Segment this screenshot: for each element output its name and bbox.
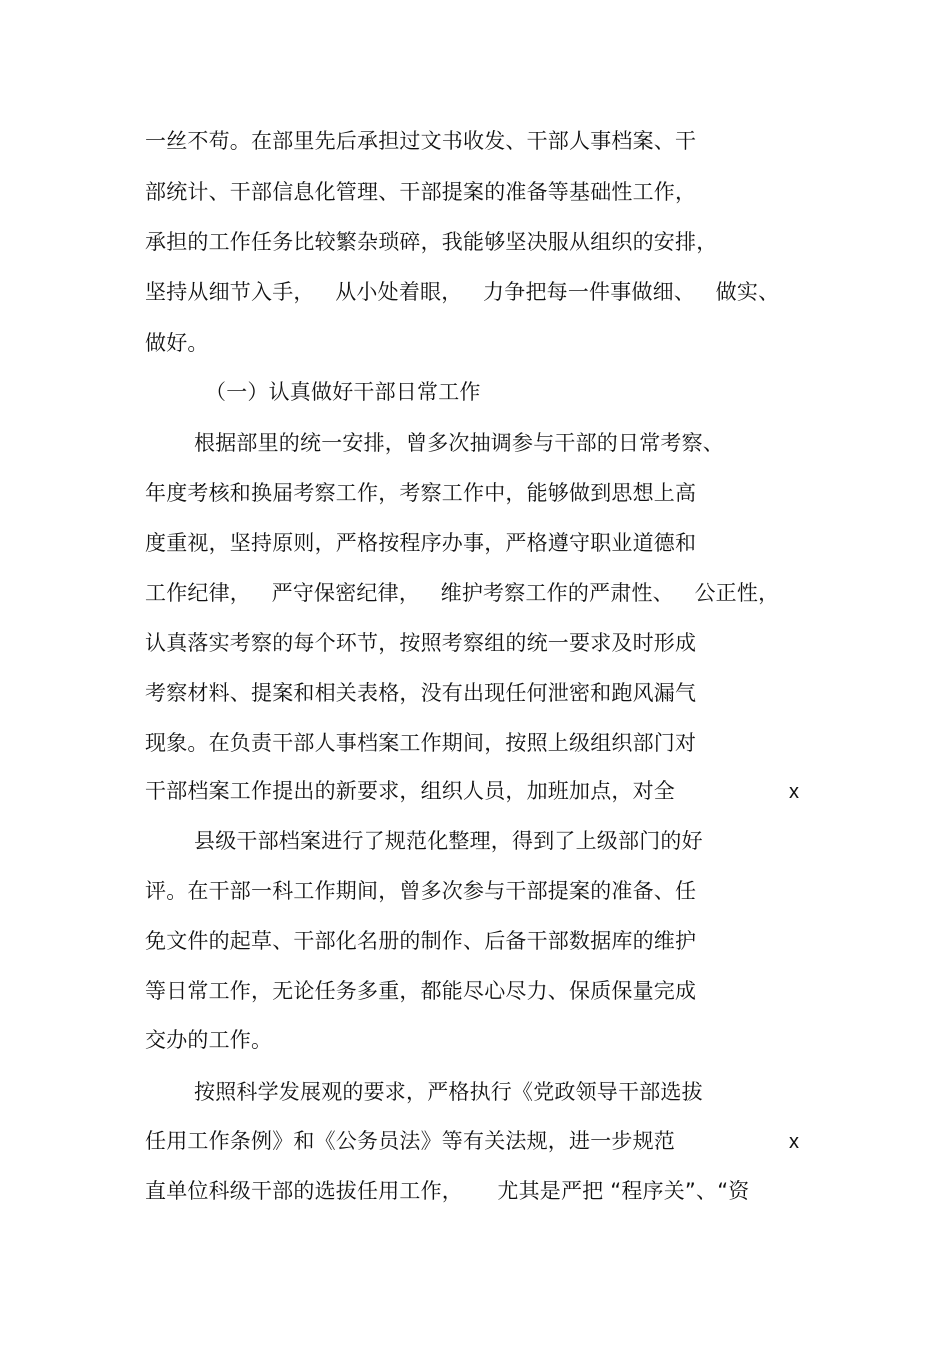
section-heading: （一）认真做好干部日常工作: [205, 380, 481, 404]
paragraph-line: 认真落实考察的每个环节，按照考察组的统一要求及时形成: [145, 631, 697, 655]
paragraph-line: 干部档案工作提出的新要求，组织人员，加班加点，对全: [145, 779, 675, 803]
paragraph-line: 按照科学发展观的要求，严格执行《党政领导干部选拔: [194, 1080, 703, 1104]
paragraph-line: 县级干部档案进行了规范化整理，得到了上级部门的好: [194, 829, 703, 853]
paragraph-line: 度重视，坚持原则，严格按程序办事，严格遵守职业道德和: [145, 531, 697, 555]
margin-mark: x: [789, 781, 799, 803]
paragraph-line: 承担的工作任务比较繁杂琐碎，我能够坚决服从组织的安排，: [145, 230, 718, 254]
paragraph-line: 年度考核和换届考察工作，考察工作中，能够做到思想上高: [145, 481, 697, 505]
paragraph-line: 一丝不苟。在部里先后承担过文书收发、干部人事档案、干: [145, 129, 697, 153]
paragraph-line: 做好。: [145, 331, 209, 355]
paragraph-line: 坚持从细节入手， 从小处着眼， 力争把每一件事做细、 做实、: [145, 280, 780, 304]
paragraph-line: 等日常工作，无论任务多重，都能尽心尽力、保质保量完成: [145, 979, 697, 1003]
paragraph-line: 部统计、干部信息化管理、干部提案的准备等基础性工作，: [145, 180, 697, 204]
paragraph-line: 现象。在负责干部人事档案工作期间，按照上级组织部门对: [145, 731, 697, 755]
paragraph-line: 考察材料、提案和相关表格，没有出现任何泄密和跑风漏气: [145, 681, 697, 705]
paragraph-line: 评。在干部一科工作期间，曾多次参与干部提案的准备、任: [145, 879, 697, 903]
margin-mark: x: [789, 1131, 799, 1153]
paragraph-line: 任用工作条例》和《公务员法》等有关法规，进一步规范: [145, 1129, 675, 1153]
paragraph-line: 免文件的起草、干部化名册的制作、后备干部数据库的维护: [145, 929, 697, 953]
paragraph-line: 根据部里的统一安排，曾多次抽调参与干部的日常考察、: [194, 431, 724, 455]
paragraph-line: 工作纪律， 严守保密纪律， 维护考察工作的严肃性、 公正性，: [145, 581, 780, 605]
paragraph-line: 交办的工作。: [145, 1028, 273, 1052]
paragraph-line: 直单位科级干部的选拔任用工作， 尤其是严把 “程序关”、“资: [145, 1179, 750, 1203]
